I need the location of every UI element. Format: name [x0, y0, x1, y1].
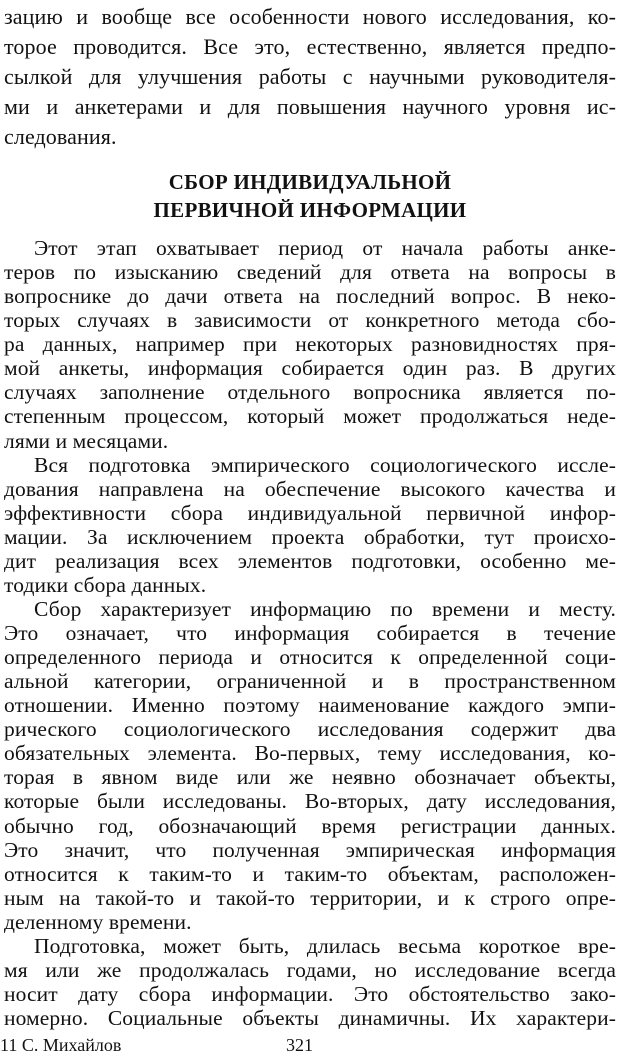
text-line: следования.: [4, 124, 117, 149]
text-line: торое проводится. Все это, естественно, является предпо-: [4, 34, 616, 59]
text-line: мя или же продолжалась годами, но исследование всегда: [4, 957, 616, 982]
text-line: торая в явном виде или же неявно обозначает объекты,: [4, 765, 616, 790]
text-line: зацию и вообще все особенности нового исследования, ко-: [4, 4, 616, 29]
text-line: альной категории, ограниченной и в пространственном: [4, 669, 616, 694]
section-heading-line-2: ПЕРВИЧНОЙ ИНФОРМАЦИИ: [153, 198, 467, 222]
text-line: рического социологического исследования содержит два: [4, 717, 616, 742]
text-line: отношении. Именно поэтому наименование каждого эмпи-: [4, 693, 616, 718]
text-line: Это означает, что информация собирается в течение: [4, 621, 616, 645]
text-line: дит реализация всех элементов подготовки, особенно ме-: [4, 548, 616, 573]
text-line: деленному времени.: [4, 909, 192, 934]
text-line: обязательных элемента. Во-первых, тему исследования, ко-: [4, 741, 616, 766]
text-line: определенного периода и относится к определенной соци-: [4, 645, 616, 669]
text-line: дования направлена на обеспечение высокого качества и: [4, 476, 616, 501]
text-line: торых случаях в зависимости от конкретного метода сбо-: [4, 308, 616, 333]
text-line: которые были исследованы. Во-вторых, дату исследования,: [4, 789, 616, 814]
text-line: эффективности сбора индивидуальной первичной инфор-: [4, 500, 616, 525]
text-line: ным на такой-то и такой-то территории, и к строго опре-: [4, 885, 616, 910]
text-line: Это значит, что полученная эмпирическая информация: [4, 837, 616, 862]
footer-signature: 11 С. Михайлов: [0, 1035, 122, 1055]
text-line: Этот этап охватывает период от начала работы анке-: [34, 236, 616, 260]
text-line: относится к таким-то и таким-то объектам, расположен-: [4, 861, 616, 886]
text-line: носит дату сбора информации. Это обстоятельство зако-: [4, 981, 616, 1006]
text-line: ми и анкетерами и для повышения научного уровня ис-: [4, 94, 616, 119]
text-line: сылкой для улучшения работы с научными руководителя-: [4, 64, 616, 89]
text-line: вопроснике до дачи ответа на последний вопрос. В неко-: [4, 284, 616, 309]
text-line: случаях заполнение отдельного вопросника является по-: [4, 380, 616, 405]
section-heading-line-1: СБОР ИНДИВИДУАЛЬНОЙ: [168, 170, 452, 194]
text-line: степенным процессом, который может продолжаться неде-: [4, 404, 616, 429]
text-line: Сбор характеризует информацию по времени и месту.: [34, 596, 616, 621]
text-line: мации. За исключением проекта обработки, тут происхо-: [4, 524, 616, 549]
text-line: номерно. Социальные объекты динамичны. Их характери-: [4, 1005, 616, 1030]
page-number: 321: [286, 1035, 313, 1055]
text-line: ра данных, например при некоторых разновидностях пря-: [4, 332, 616, 357]
text-line: лями и месяцами.: [4, 428, 169, 453]
text-line: мой анкеты, информация собирается один раз. В других: [4, 356, 616, 381]
text-line: тодики сбора данных.: [4, 572, 207, 597]
text-line: Вся подготовка эмпирического социологического иссле-: [34, 452, 616, 477]
text-line: теров по изысканию сведений для ответа на вопросы в: [4, 260, 616, 285]
text-line: Подготовка, может быть, длилась весьма короткое вре-: [34, 933, 616, 958]
text-line: обычно год, обозначающий время регистрации данных.: [4, 813, 616, 838]
